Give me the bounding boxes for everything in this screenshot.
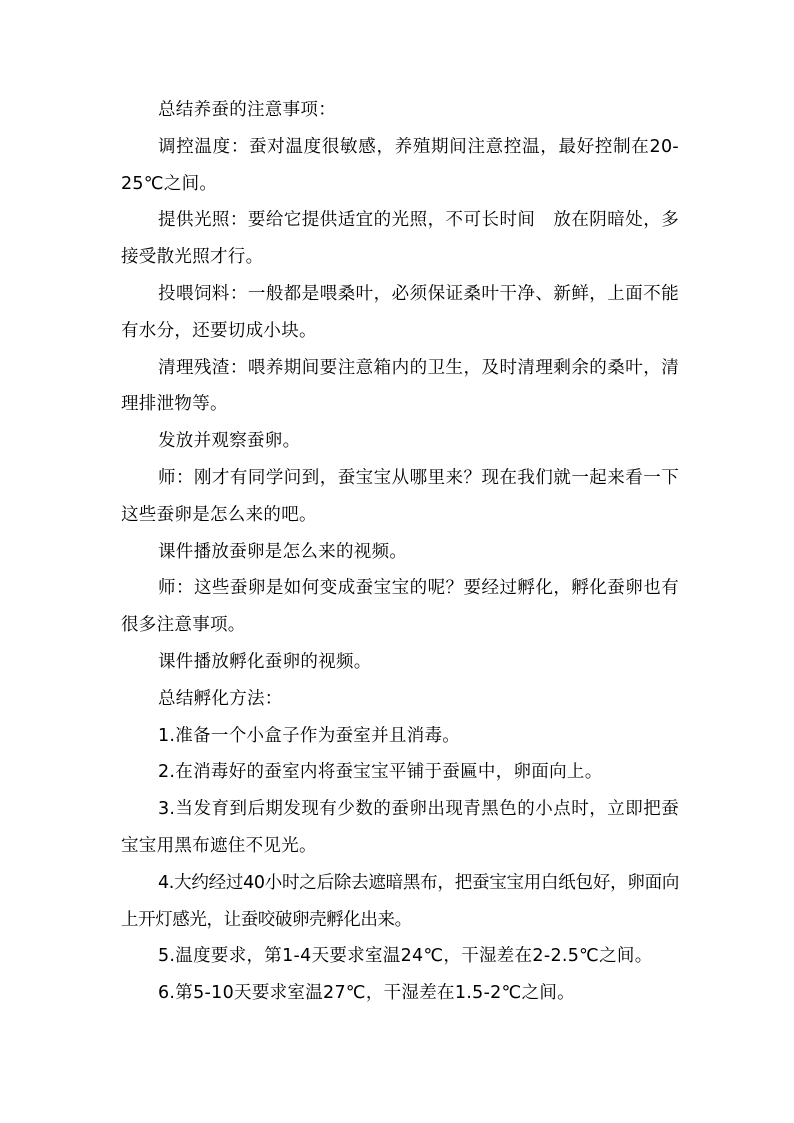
- document-body: [121, 92, 679, 1012]
- section-heading-silkworm-notes: 总结养蚕的注意事项：: [158, 100, 336, 120]
- list-item-step-2: 2.在消毒好的蚕室内将蚕宝宝平铺于蚕匾中，卵面向上。: [158, 762, 603, 783]
- list-item-step-3: 3.当发育到后期发现有少数的蚕卵出现青黑色的小点时，立即把蚕宝宝用黑布遮住不见光。: [121, 799, 679, 856]
- paragraph-feeding: 投喂饲料：一般都是喂桑叶，必须保证桑叶干净、新鲜，上面不能有水分，还要切成小块。: [121, 283, 679, 341]
- paragraph-teacher-question-1: 师：刚才有同学问到，蚕宝宝从哪里来？现在我们就一起来看一下这些蚕卵是怎么来的吧。: [121, 467, 679, 525]
- paragraph-video-hatching: 课件播放孵化蚕卵的视频。: [158, 651, 372, 672]
- list-item-step-1: 1.准备一个小盒子作为蚕室并且消毒。: [158, 725, 461, 746]
- paragraph-temperature-control: 调控温度：蚕对温度很敏感，养殖期间注意控温，最好控制在20-25℃之间。: [121, 136, 679, 194]
- paragraph-teacher-question-2: 师：这些蚕卵是如何变成蚕宝宝的呢？要经过孵化，孵化蚕卵也有很多注意事项。: [121, 578, 679, 636]
- list-item-step-6: 6.第5-10天要求室温27℃，干湿差在1.5-2℃之间。: [158, 983, 575, 1004]
- paragraph-cleaning: 清理残渣：喂养期间要注意箱内的卫生，及时清理剩余的桑叶，清理排泄物等。: [121, 357, 679, 415]
- list-item-step-5: 5.温度要求，第1-4天要求室温24℃，干湿差在2-2.5℃之间。: [158, 946, 653, 967]
- section-heading-hatching-methods: 总结孵化方法：: [158, 688, 283, 709]
- paragraph-lighting: 提供光照：要给它提供适宜的光照，不可长时间 放在阴暗处，多接受散光照才行。: [121, 210, 679, 268]
- list-item-step-4: 4.大约经过40小时之后除去遮暗黑布，把蚕宝宝用白纸包好，卵面向上开灯感光，让蚕咬破卵壳孵化出来。: [121, 872, 679, 930]
- paragraph-distribute-eggs: 发放并观察蚕卵。: [158, 431, 301, 452]
- paragraph-video-eggs: 课件播放蚕卵是怎么来的视频。: [158, 541, 408, 562]
